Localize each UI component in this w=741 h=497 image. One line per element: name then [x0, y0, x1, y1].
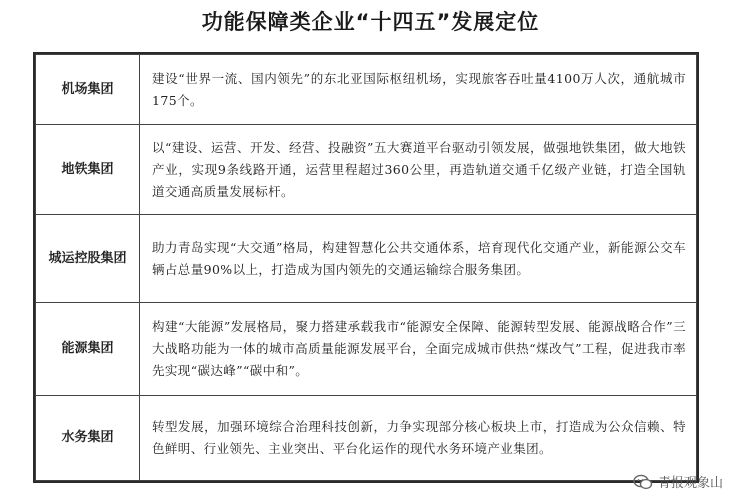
- page-title: 功能保障类企业“十四五”发展定位: [201, 10, 540, 34]
- company-name: 地铁集团: [36, 125, 140, 215]
- wechat-icon: [633, 474, 653, 490]
- company-description: 建设“世界一流、国内领先”的东北亚国际枢纽机场，实现旅客吞吐量4100万人次，通航城市175个。: [140, 55, 697, 125]
- company-description: 助力青岛实现“大交通”格局，构建智慧化公共交通体系，培育现代化交通产业，新能源公交车辆占总量90%以上，打造成为国内领先的交通运输综合服务集团。: [140, 215, 697, 303]
- positioning-table: [33, 52, 699, 483]
- watermark: [633, 472, 723, 491]
- company-name: 城运控股集团: [36, 215, 140, 303]
- company-name: 能源集团: [36, 303, 140, 396]
- company-name: 水务集团: [36, 396, 140, 481]
- table-row: [36, 215, 697, 303]
- company-description: 以“建设、运营、开发、经营、投融资”五大赛道平台驱动引领发展，做强地铁集团，做大地铁产业，实现9条线路开通，运营里程超过360公里，再造轨道交通千亿级产业链，打造全国轨道交通高质量发展标杆。: [140, 125, 697, 215]
- table-row: [36, 55, 697, 125]
- company-description: 构建“大能源”发展格局，聚力搭建承载我市“能源安全保障、能源转型发展、能源战略合作”三大战略功能为一体的城市高质量能源发展平台，全面完成城市供热“煤改气”工程，促进我市率先实现“碳达峰”“碳中和”。: [140, 303, 697, 396]
- table-row: [36, 303, 697, 396]
- table-row: [36, 125, 697, 215]
- table-row: [36, 396, 697, 481]
- company-description: 转型发展，加强环境综合治理科技创新，力争实现部分核心板块上市，打造成为公众信赖、特色鲜明、行业领先、主业突出、平台化运作的现代水务环境产业集团。: [140, 396, 697, 481]
- watermark-text: 青报观象山: [657, 476, 723, 491]
- company-name: 机场集团: [36, 55, 140, 125]
